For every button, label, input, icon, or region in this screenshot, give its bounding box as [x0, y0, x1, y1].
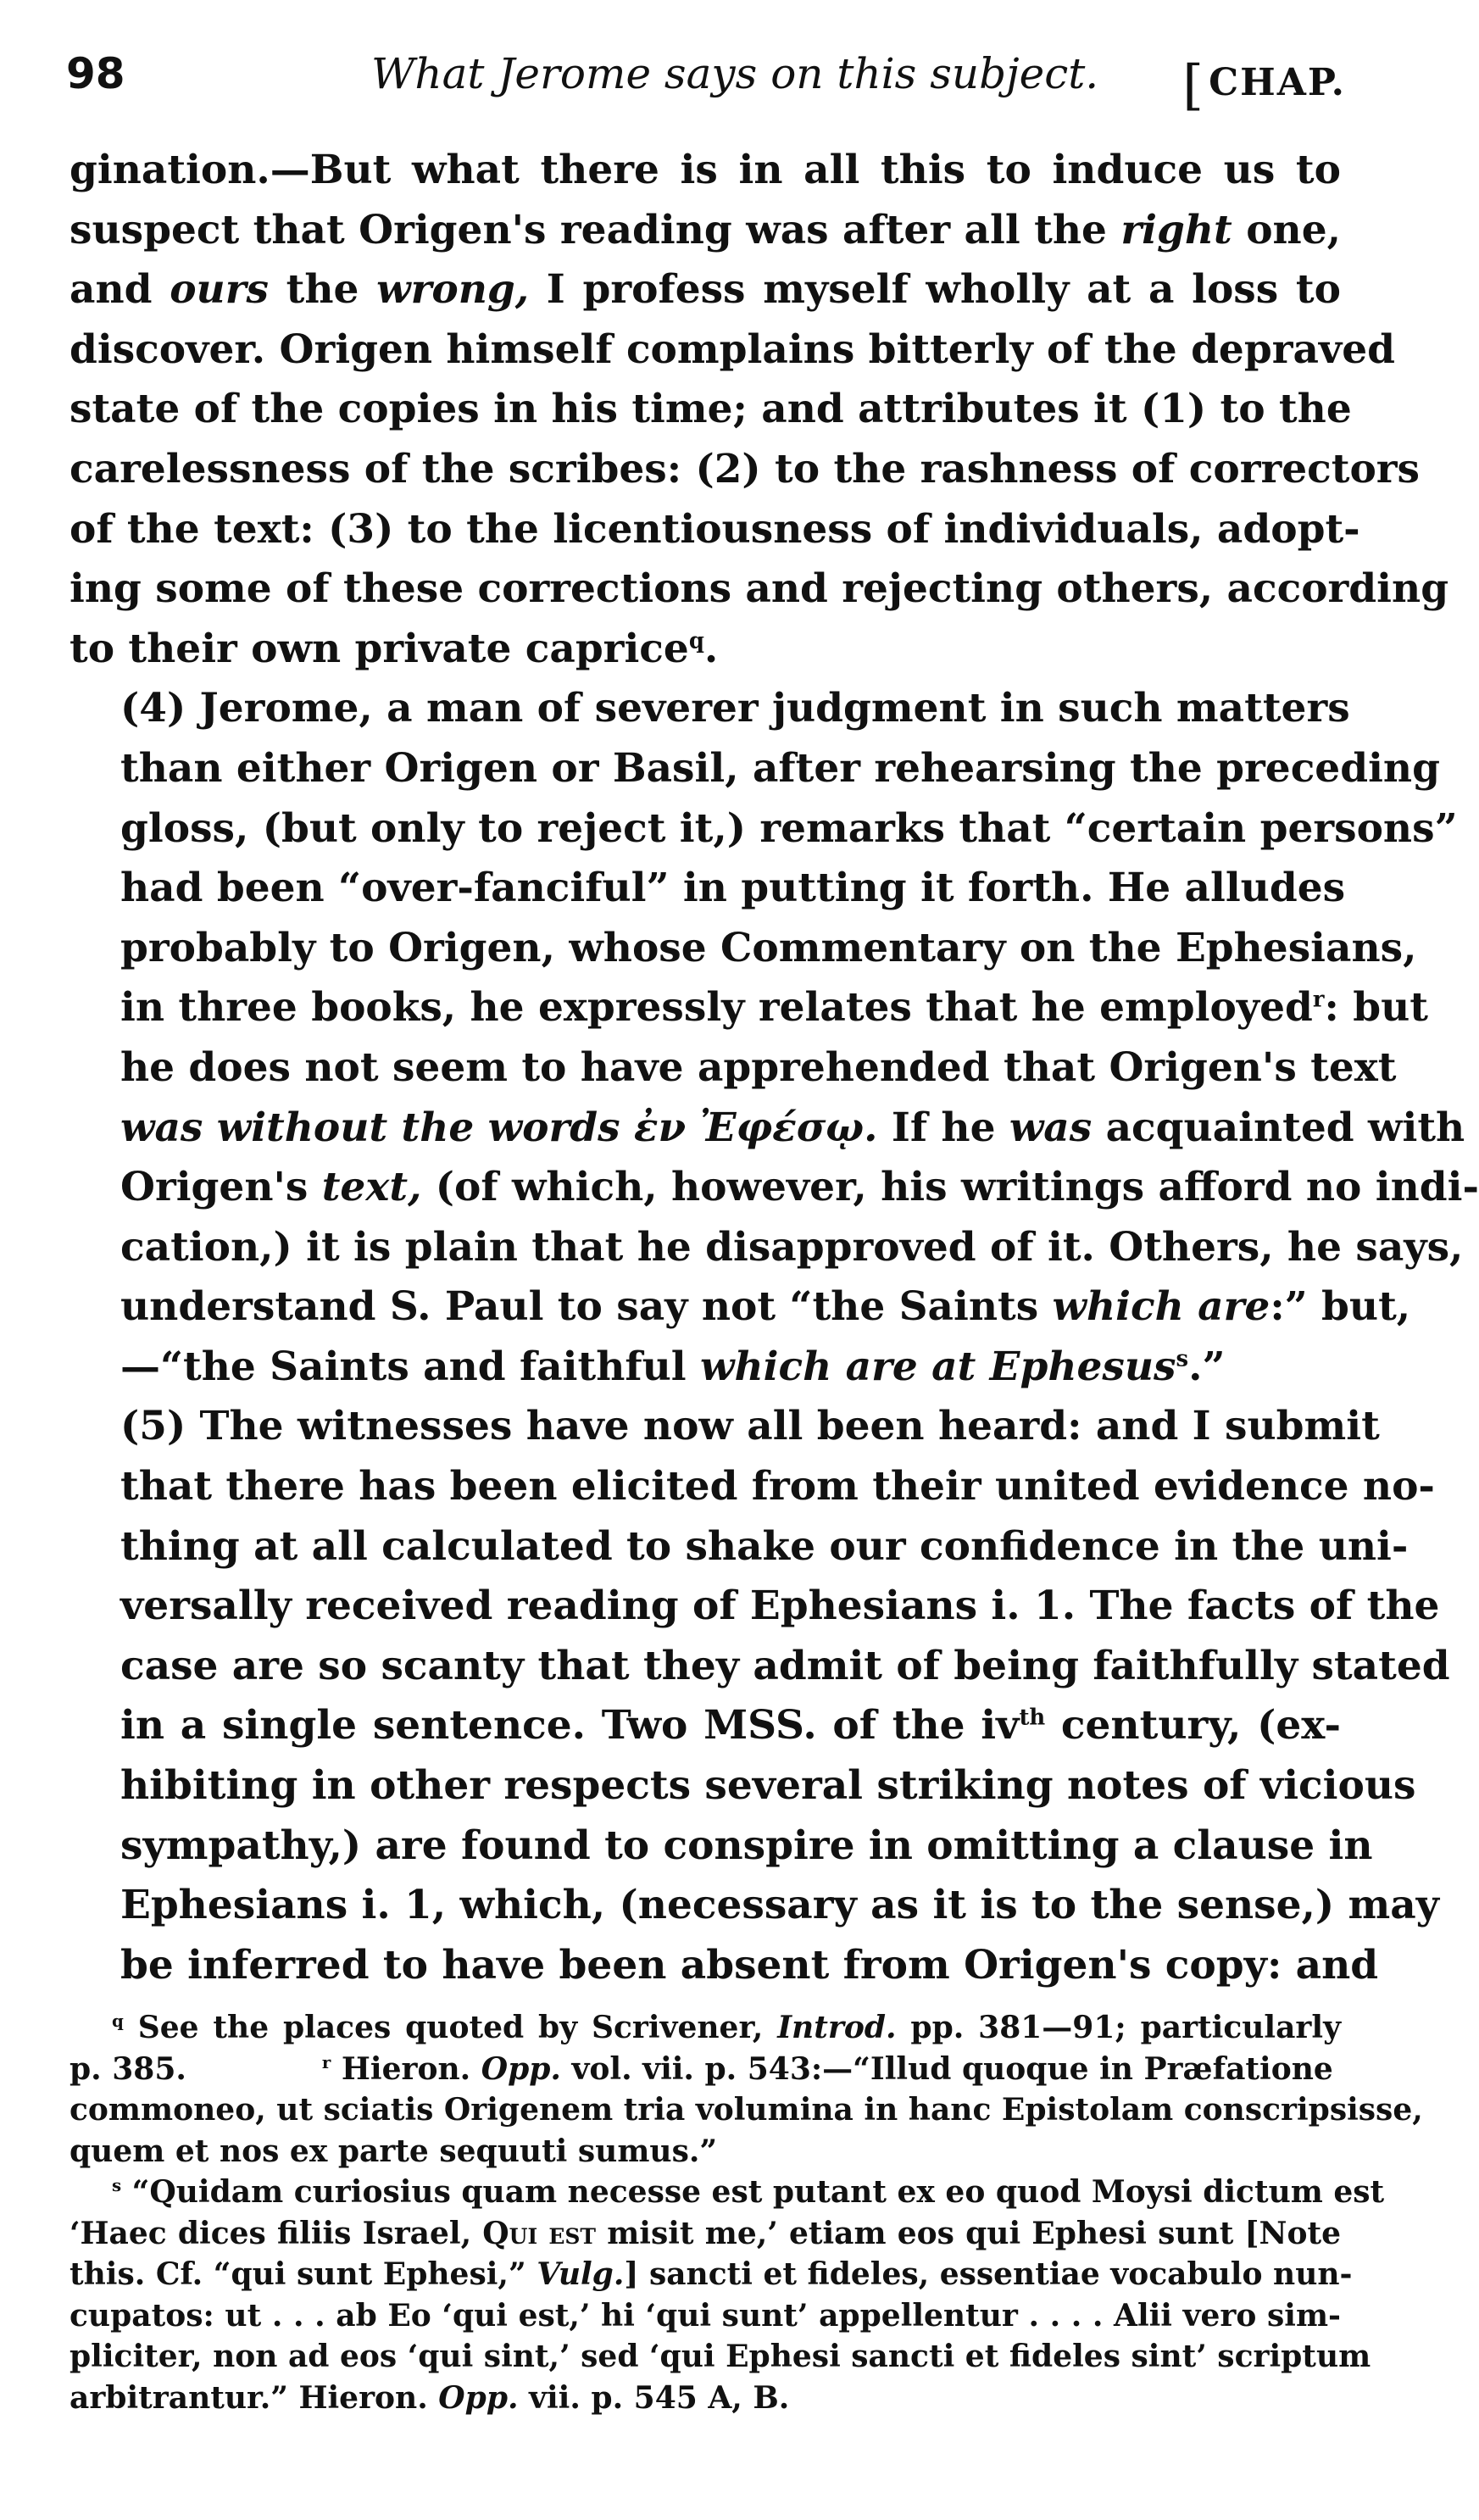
text-line: gloss, (but only to reject it,) remarks that “certain persons”	[120, 804, 1458, 852]
text-line: be inferred to have been absent from Origen's copy: and	[120, 1941, 1379, 1989]
text-line: that there has been elicited from their united evidence no-	[120, 1463, 1435, 1510]
text-line: sympathy,) are found to conspire in omitting a clause in	[120, 1822, 1373, 1869]
footnote-r	[70, 2089, 1423, 2172]
text-line: and ours the wrong, I profess myself wholly at a loss to	[70, 266, 1341, 314]
text-line: case are so scanty that they admit of being faithfully stated	[120, 1642, 1450, 1689]
running-title: What Jerome says on this subject.	[371, 49, 1099, 98]
text-line: (5) The witnesses have now all been heard: and I submit	[120, 1403, 1380, 1450]
text-line: had been “over-fanciful” in putting it forth. He alludes	[120, 865, 1346, 912]
footnote-s	[70, 2172, 1385, 2418]
text-line: Ephesians i. 1, which, (necessary as it is to the sense,) may	[120, 1882, 1439, 1929]
text-line: thing at all calculated to shake our confidence in the uni-	[120, 1522, 1409, 1570]
text-line: gination.—But what there is in all this to induce us to	[70, 147, 1341, 193]
text-line: than either Origen or Basil, after rehearsing the preceding	[120, 744, 1440, 792]
footnote-line: ‘Haec dices filiis Israel, Qui est misit me,’ etiam eos qui Ephesi sunt [Note	[70, 2215, 1341, 2251]
chapter-label: CHAP.	[1209, 61, 1346, 104]
text-line: Origen's text, (of which, however, his writings afford no indi-	[120, 1164, 1479, 1211]
text-line: —“the Saints and faithful which are at Ephesus$^s$.”	[120, 1343, 1226, 1390]
text-line: carelessness of the scribes: (2) to the rashness of correctors	[70, 445, 1421, 492]
paragraph-1	[70, 141, 1449, 679]
footnote-q	[70, 2007, 1341, 2089]
footnote-line: commoneo, ut sciatis Origenem tria volumina in hanc Epistolam conscripsisse,	[70, 2092, 1423, 2128]
page-header	[66, 41, 1346, 117]
text-line: of the text: (3) to the licentiousness of individuals, adopt-	[70, 505, 1360, 553]
text-line: versally received reading of Ephesians i. 1. The facts of the	[120, 1583, 1440, 1630]
text-line: discover. Origen himself complains bitterly of the depraved	[70, 325, 1395, 373]
footnote-line: $^s$ “Quidam curiosius quam necesse est putant ex eo quod Moysi dictum est	[112, 2174, 1385, 2210]
text-line: cation,) it is plain that he disapproved of it. Others, he says,	[120, 1223, 1464, 1271]
text-line: he does not seem to have apprehended that Origen's text	[120, 1043, 1397, 1091]
text-line: to their own private caprice$^q$.	[70, 625, 719, 672]
footnote-line: cupatos: ut . . . ab Eo ‘qui est,’ hi ‘qui sunt’ appellentur . . . . Alii vero sim-	[70, 2297, 1341, 2334]
text-line: ing some of these corrections and rejecting others, according	[70, 565, 1449, 613]
footnote-line: $^q$ See the places quoted by Scrivener, Introd. pp. 381—91; particularly	[112, 2010, 1341, 2045]
footnote-ref-r: r	[1312, 987, 1325, 1013]
chapter-mark: [CHAP.	[1182, 54, 1346, 117]
footnote-line: quem et nos ex parte sequuti sumus.”	[70, 2133, 718, 2169]
text-line: suspect that Origen's reading was after all the right one,	[70, 206, 1341, 253]
text-line: understand S. Paul to say not “the Saints which are:” but,	[120, 1283, 1411, 1331]
paragraph-3	[70, 1397, 1450, 1995]
text-line: (4) Jerome, a man of severer judgment in such matters	[120, 685, 1350, 732]
footnotes	[70, 2007, 1423, 2418]
main-text	[70, 141, 1479, 1995]
text-line: state of the copies in his time; and attributes it (1) to the	[70, 386, 1352, 433]
footnote-line: arbitrantur.” Hieron. Opp. vii. p. 545 A, B.	[70, 2379, 790, 2416]
text-line: was without the words ἐν Ἐφέσῳ. If he was acquainted with	[120, 1104, 1465, 1151]
footnote-line: p. 385. $^r$ Hieron. Opp. vol. vii. p. 543:—“Illud quoque in Præfatione	[70, 2050, 1333, 2087]
paragraph-2	[70, 679, 1479, 1397]
text-line: hibiting in other respects several striking notes of vicious	[120, 1762, 1416, 1810]
footnote-line: pliciter, non ad eos ‘qui sint,’ sed ‘qui Ephesi sancti et fideles sint’ scriptum	[70, 2339, 1371, 2374]
text-line: probably to Origen, whose Commentary on the Ephesians,	[120, 924, 1417, 971]
footnote-line: this. Cf. “qui sunt Ephesi,” Vulg.] sancti et fideles, essentiae vocabulo nun-	[70, 2256, 1353, 2292]
page-number: 98	[66, 49, 125, 98]
text-line: in a single sentence. Two MSS. of the $iv^{th}$ century, (ex-	[120, 1702, 1342, 1750]
footnote-ref-s: s	[1176, 1346, 1189, 1372]
footnote-ref-q: q	[688, 628, 704, 654]
text-line: in three books, he expressly relates that he employed$^r$: but	[120, 984, 1428, 1032]
